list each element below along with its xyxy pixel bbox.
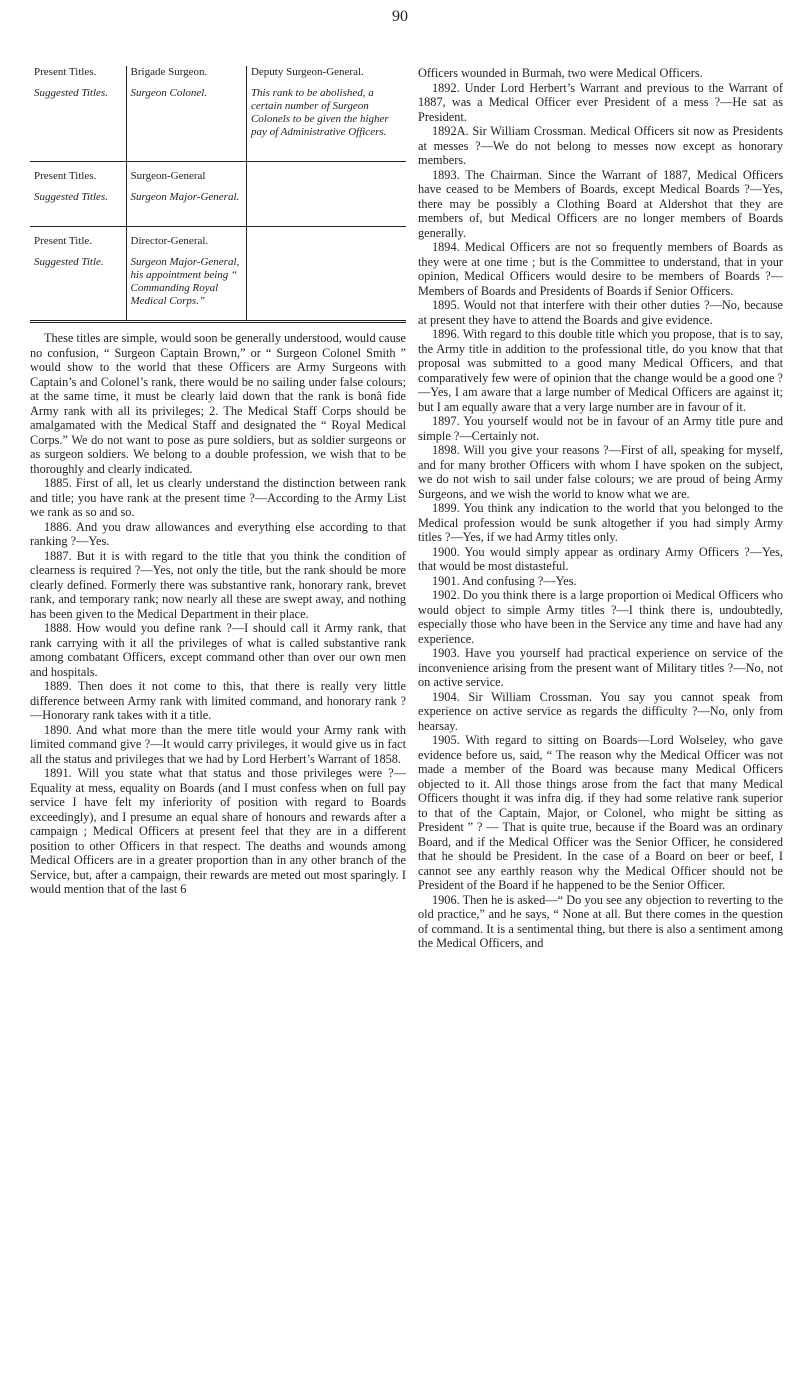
suggested-title: This rank to be abolished, a certain number of Surgeon Colonels to be given the higher pay of Administrative Officers. (246, 79, 406, 162)
suggested-title (246, 248, 406, 322)
suggested-title: Surgeon Major-General, his appointment being “ Commanding Royal Medical Corps.” (126, 248, 246, 322)
paragraph: These titles are simple, would soon be generally understood, would cause no confusion, “ Surgeon Captain Brown,” or “ Surgeon Colonel Smith ” would show to the world that these Officers are Army Surgeons with Captain’s and Colonel’s rank, there would be no sailing under false colours; at the same time, it must be clearly laid down that the rank is bonâ fide Army rank with all its privileges; 2. The Medical Staff Corps should be amalgamated with the Medical Staff and designated the “ Royal Medical Corps.” We do not want to pose as pure soldiers, but as soldier surgeons or as surgeon soldiers. We belong to a double profession, we wish that to be thoroughly and clearly indicated. (30, 331, 406, 476)
paragraph: 1895. Would not that interfere with their other duties ?—No, because at present they have to attend the Boards and give evidence. (418, 298, 783, 327)
paragraph: 1905. With regard to sitting on Boards—Lord Wolseley, who gave evidence before us, said, “ The reason why the Medical Officer was not made a member of the Board was because many Medical Officers objected to it. All those things arose from the fact that many Medical Officers thought it was infra dig. if they had some relative rank superior to that of the Captain, Major, or Colonel, who might be sitting as President ” ? — That is quite true, because if the Board was an ordinary Board, and if the Medical Officer was the Senior Officer, he considered that he should be President. In the case of a Board on beer or beef, I cannot see any earthly reason why the Medical Officer should not be President of the Board if he happened to be the Senior Officer. (418, 733, 783, 892)
paragraph: 1892. Under Lord Herbert’s Warrant and previous to the Warrant of 1887, was a Medical Officer ever President of a mess ?—He sat as President. (418, 80, 783, 124)
present-title: Director-General. (126, 227, 246, 249)
table-row (30, 79, 406, 162)
row-label: Suggested Titles. (30, 79, 126, 162)
paragraph: 1898. Will you give your reasons ?—First of all, speaking for myself, and for many brother Officers with whom I have spoken on the subject, we do not wish to sail under false colours; we are proud of being Army Surgeons, and we wish the world to know what we are. (418, 443, 783, 501)
table-row (30, 183, 406, 227)
paragraph: 1897. You yourself would not be in favour of an Army title pure and simple ?—Certainly not. (418, 414, 783, 443)
row-label: Present Title. (30, 227, 126, 249)
paragraph: 1904. Sir William Crossman. You say you cannot speak from experience on active service as regards the difficulty ?—No, only from hearsay. (418, 689, 783, 733)
paragraph: 1885. First of all, let us clearly understand the distinction between rank and title; you have rank at the present time ?—According to the Army List we rank as so and so. (30, 476, 406, 519)
paragraph: 1886. And you draw allowances and everything else according to that ranking ?—Yes. (30, 519, 406, 548)
paragraph: 1887. But it is with regard to the title that you think the condition of clearness is required ?—Yes, not only the title, but the rank should be more clearly defined. Formerly there was substantive rank, honorary rank, brevet rank, and temporary rank; now nearly all these are swept away, and nothing has been given to the Medical Department in their place. (30, 548, 406, 621)
paragraph: 1893. The Chairman. Since the Warrant of 1887, Medical Officers have ceased to be Members of Boards, except Medical Boards ?—Yes, there may be possibly a Clothing Board at Aldershot that they are members of, but Medical Officers are no longer members of Boards generally. (418, 167, 783, 240)
row-label: Suggested Titles. (30, 183, 126, 227)
present-title (246, 162, 406, 184)
paragraph: Officers wounded in Burmah, two were Medical Officers. (418, 66, 703, 80)
paragraph: 1892A. Sir William Crossman. Medical Officers sit now as Presidents at messes ?—We do not belong to messes now except as honorary members. (418, 124, 783, 167)
paragraph: 1896. With regard to this double title which you propose, that is to say, the Army title in addition to the professional title, do you know that that proposal was submitted to a good many Medical Officers, and that comparatively few were of opinion that the change would be a good one ?—Yes, I am aware that a large number of Medical Officers are against it; but I am equally aware that a very large number are in favour of it. (418, 327, 783, 414)
paragraph: 1902. Do you think there is a large proportion oi Medical Officers who would object to simple Army titles ?—I think there is, undoubtedly, especially those who have been in the Service any time and have had any experience. (418, 588, 783, 646)
suggested-title: Surgeon Major-General. (126, 183, 246, 227)
left-body-text (30, 331, 406, 897)
paragraph: 1888. How would you define rank ?—I should call it Army rank, that rank carrying with it all the privileges of what is called substantive rank among combatant Officers, except command other than over our own men and hospitals. (30, 621, 406, 679)
paragraph: 1894. Medical Officers are not so frequently members of Boards as they were at one time ; but is the Committee to understand, that in your opinion, Medical Officers would desire to be members of Boards ?—Members of Boards and Presidents of Boards if Senior Officers. (418, 240, 783, 298)
paragraph: 1903. Have you yourself had practical experience on service of the inconvenience arising from the present want of Military titles ?—No, not on active service. (418, 646, 783, 689)
table-row (30, 248, 406, 322)
paragraph: 1906. Then he is asked—“ Do you see any objection to reverting to the old practice,” and he says, “ None at all. But there comes in the question of command. It is a sentimental thing, but there is also a sentiment among the Medical Officers, and (418, 892, 783, 950)
paragraph: 1899. You think any indication to the world that you belonged to the Medical profession would be sunk altogether if you had simply Army titles ?—Yes, if we had Army titles only. (418, 501, 783, 544)
titles-table (30, 66, 406, 323)
paragraph: 1900. You would simply appear as ordinary Army Officers ?—Yes, that would be most distasteful. (418, 544, 783, 573)
suggested-title (246, 183, 406, 227)
paragraph: 1890. And what more than the mere title would your Army rank with limited command give ?—It would carry privileges, it would give us in fact all the status and privileges that we had by Lord Herbert’s Warrant of 1858. (30, 722, 406, 766)
table-row (30, 66, 406, 79)
row-label: Suggested Title. (30, 248, 126, 322)
row-label: Present Titles. (30, 162, 126, 184)
paragraph: 1889. Then does it not come to this, that there is really very little difference between Army rank with limited command, and honorary rank ?—Honorary rank takes with it a title. (30, 679, 406, 722)
right-column (418, 66, 783, 951)
row-label: Present Titles. (30, 66, 126, 79)
left-column (30, 66, 406, 897)
suggested-title: Surgeon Colonel. (126, 79, 246, 162)
present-title: Deputy Surgeon-General. (250, 66, 364, 78)
present-title: Brigade Surgeon. (126, 66, 246, 79)
present-title (246, 227, 406, 249)
present-title: Surgeon-General (126, 162, 246, 184)
table-row (30, 162, 406, 184)
paragraph: 1901. And confusing ?—Yes. (432, 573, 577, 588)
table-row (30, 227, 406, 249)
page-number: 90 (392, 8, 408, 25)
paragraph: 1891. Will you state what that status and those privileges were ?—Equality at mess, equality on Boards (and I must confess when on full pay service I have felt my inferiority of position with regard to Boards exceedingly), and I presume an equal share of honours and rewards after a campaign ; Medical Officers at present feel that they are in a different position to other Officers in that respect. The deaths and wounds among Medical Officers are in a greater proportion than in any other branch of the Service, but, after a campaign, their rewards are meted out most sparingly. I would mention that of the last 6 (30, 766, 406, 896)
